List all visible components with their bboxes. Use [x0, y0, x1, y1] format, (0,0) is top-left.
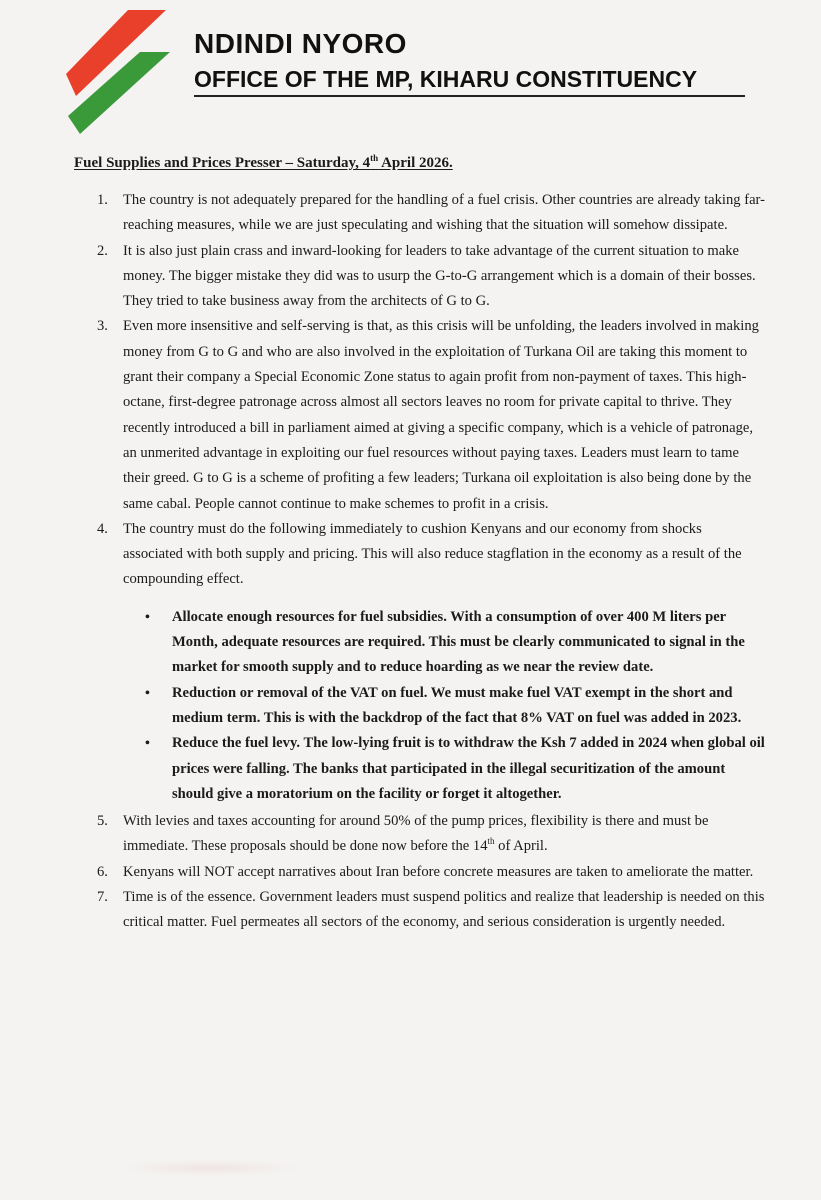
- document-heading: [74, 153, 453, 172]
- item-number: 7.: [97, 889, 108, 906]
- item-sup: th: [487, 836, 495, 847]
- bullet-icon: •: [145, 609, 150, 625]
- list-item: [0, 239, 821, 315]
- list-item: [0, 885, 821, 936]
- item-number: 2.: [97, 242, 108, 259]
- office-title: OFFICE OF THE MP, KIHARU CONSTITUENCY: [194, 66, 698, 92]
- list-item: [0, 860, 821, 885]
- paper-smudge: [120, 1160, 300, 1176]
- list-item: [0, 314, 821, 516]
- bullet-icon: •: [145, 736, 150, 752]
- bullet-item: [0, 605, 821, 681]
- bullet-item: [0, 681, 821, 732]
- bullet-icon: •: [145, 685, 150, 701]
- item-text: The country must do the following immediately to cushion Kenyans and our economy from shocks associated with both supply and pricing. This will also reduce stagflation in the economy as a result of the compounding effect.: [123, 520, 742, 588]
- party-logo: [58, 6, 178, 136]
- item-number: 4.: [97, 520, 108, 537]
- bullet-item: [0, 731, 821, 807]
- bullet-text: Reduce the fuel levy. The low-lying fruit is to withdraw the Ksh 7 added in 2024 when global oil prices were falling. The banks that participated in the illegal securitization of the amount should give a moratorium on the facility or forget it altogether.: [172, 735, 765, 802]
- item-text-before: With levies and taxes accounting for around 50% of the pump prices, flexibility is there and must be immediate. These proposals should be done now before the 14: [123, 813, 709, 855]
- list-item: [0, 517, 821, 593]
- statement-list: [0, 188, 821, 936]
- item-text-after: of April.: [494, 838, 548, 855]
- item-text: Even more insensitive and self-serving is that, as this crisis will be unfolding, the leaders involved in making money from G to G and who are also involved in the exploitation of Turkana Oil are taking this moment to grant their company a Special Economic Zone status to again profit from non-payment of taxes. This high-octane, first-degree patronage across almost all sectors leaves no room for private capital to thrive. They recently introduced a bill in parliament aimed at giving a specific company, which is a vehicle of patronage, an unmerited advantage in exploiting our fuel resources without paying taxes. Leaders must learn to tame their greed. G to G is a scheme of profiting a few leaders; Turkana oil exploitation is also being done by the same cabal. People cannot continue to make schemes to profit in a crisis.: [123, 318, 759, 512]
- item-text: Kenyans will NOT accept narratives about Iran before concrete measures are taken to ameliorate the matter.: [123, 863, 754, 880]
- item-number: 1.: [97, 192, 108, 208]
- item-number: 6.: [97, 863, 108, 880]
- item-text: Time is of the essence. Government leaders must suspend politics and realize that leadership is needed on this critical matter. Fuel permeates all sectors of the economy, and serious consideration is urgently needed.: [123, 889, 765, 931]
- item-text: The country is not adequately prepared for the handling of a fuel crisis. Other countries are already taking far-reaching measures, while we are just speculating and wishing that the situation will somehow dissipate.: [123, 192, 765, 234]
- measures-sublist: [0, 605, 821, 807]
- heading-prefix: Fuel Supplies and Prices Presser – Saturday, 4: [74, 155, 371, 171]
- bullet-text: Reduction or removal of the VAT on fuel. We must make fuel VAT exempt in the short and medium term. This is with the backdrop of the fact that 8% VAT on fuel was added in 2023.: [172, 684, 742, 726]
- heading-suffix: April 2026.: [378, 155, 453, 171]
- heading-sup: th: [370, 153, 379, 163]
- item-number: 3.: [97, 318, 108, 335]
- office-underline: [194, 95, 745, 97]
- bullet-text: Allocate enough resources for fuel subsidies. With a consumption of over 400 M liters per Month, adequate resources are required. This must be clearly communicated to signal in the market for smooth supply and to reduce hoarding as we near the review date.: [172, 608, 745, 676]
- item-number: 5.: [97, 813, 108, 830]
- item-text: It is also just plain crass and inward-looking for leaders to take advantage of the current situation to make money. The bigger mistake they did was to usurp the G-to-G arrangement which is a domain of their bosses. They tried to take business away from the architects of G to G.: [123, 242, 756, 310]
- mp-name: NDINDI NYORO: [194, 28, 407, 59]
- list-item: [0, 809, 821, 860]
- list-item: [0, 188, 821, 239]
